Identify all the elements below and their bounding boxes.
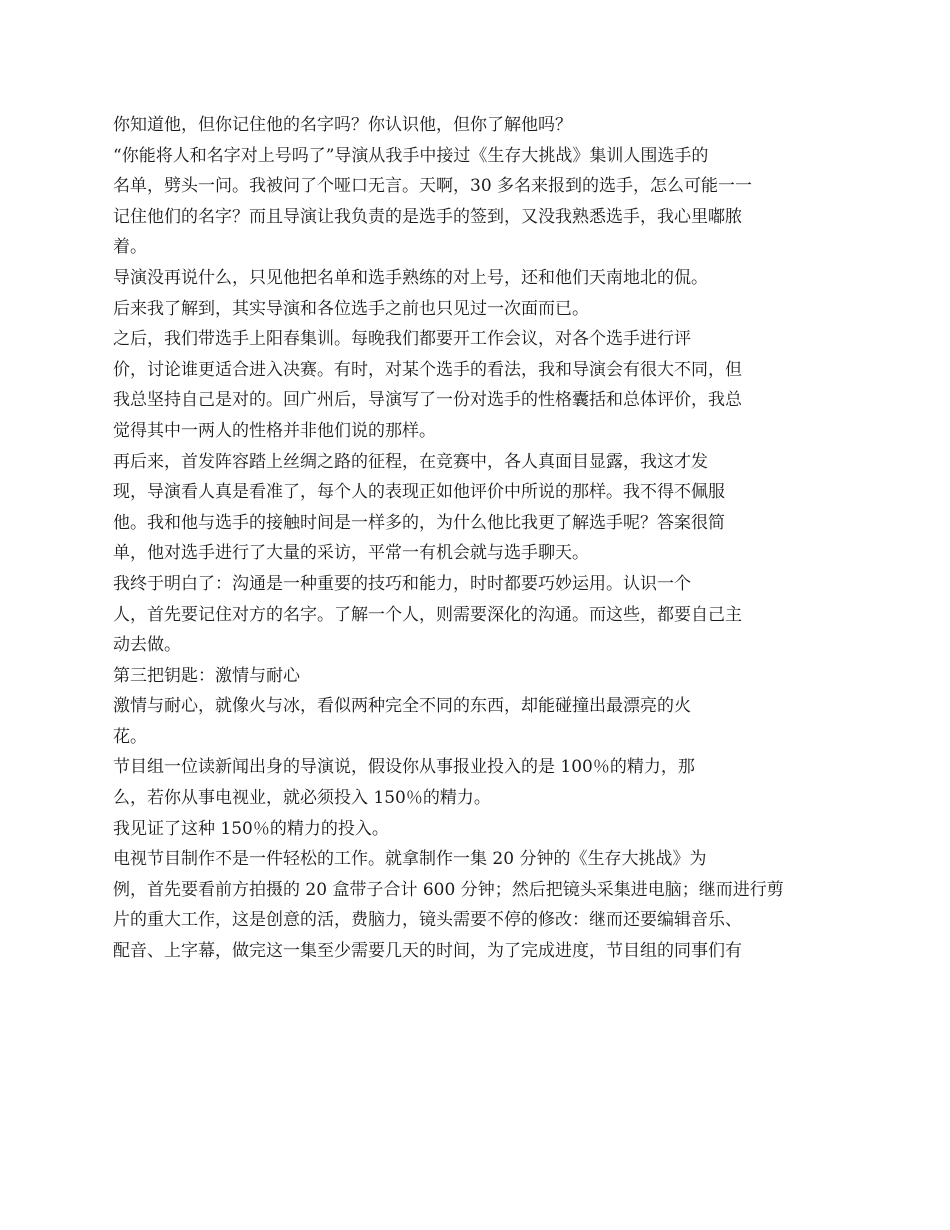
text-line: 再后来，首发阵容踏上丝绸之路的征程，在竞赛中，各人真面目显露，我这才发 — [113, 451, 708, 472]
text-line: 么，若你从事电视业，就必须投入 150％的精力。 — [113, 788, 491, 809]
text-line: 现，导演看人真是看准了，每个人的表现正如他评价中所说的那样。我不得不佩服 — [113, 482, 725, 503]
text-line: 名单，劈头一问。我被问了个哑口无言。天啊，30 多名来报到的选手，怎么可能一一 — [113, 176, 753, 197]
text-line: 片的重大工作，这是创意的活，费脑力，镜头需要不停的修改：继而还要编辑音乐、 — [113, 910, 742, 931]
text-line: 导演没再说什么，只见他把名单和选手熟练的对上号，还和他们天南地北的侃。 — [113, 267, 708, 288]
text-line: 他。我和他与选手的接触时间是一样多的，为什么他比我更了解选手呢？答案很简 — [113, 512, 725, 533]
text-line: 电视节目制作不是一件轻松的工作。就拿制作一集 20 分钟的《生存大挑战》为 — [113, 849, 707, 870]
text-line: 节目组一位读新闻出身的导演说，假设你从事报业投入的是 100％的精力，那 — [113, 757, 695, 778]
text-line: 之后，我们带选手上阳春集训。每晚我们都要开工作会议，对各个选手进行评 — [113, 329, 691, 350]
text-line: 我见证了这种 150％的精力的投入。 — [113, 818, 389, 839]
text-line: 人，首先要记住对方的名字。了解一个人，则需要深化的沟通。而这些，都要自己主 — [113, 604, 742, 625]
section-heading: 第三把钥匙：激情与耐心 — [113, 665, 300, 686]
text-line: 你知道他，但你记住他的名字吗？你认识他，但你了解他吗？ — [113, 115, 572, 135]
text-line: 配音、上字幕，做完这一集至少需要几天的时间，为了完成进度，节目组的同事们有 — [113, 941, 742, 962]
text-line: 后来我了解到，其实导演和各位选手之前也只见过一次面而已。 — [113, 298, 589, 319]
document-body — [113, 110, 853, 967]
text-line: 我终于明白了：沟通是一种重要的技巧和能力，时时都要巧妙运用。认识一个 — [113, 573, 691, 594]
text-line: “你能将人和名字对上号吗了”导演从我手中接过《生存大挑战》集训人围选手的 — [113, 145, 709, 166]
text-line: 我总坚持自己是对的。回广州后，导演写了一份对选手的性格囊括和总体评价，我总 — [113, 390, 742, 411]
text-line: 例，首先要看前方拍摄的 20 盒带子合计 600 分钟；然后把镜头采集进电脑；继而进行剪 — [113, 879, 784, 900]
text-line: 单，他对选手进行了大量的采访，平常一有机会就与选手聊天。 — [113, 543, 589, 564]
text-line: 花。 — [113, 726, 147, 747]
text-line: 记住他们的名字？而且导演让我负责的是选手的签到，又没我熟悉选手，我心里嘟脓 — [113, 206, 742, 227]
text-line: 着。 — [113, 237, 147, 258]
text-line: 动去做。 — [113, 635, 181, 656]
text-line: 激情与耐心，就像火与冰，看似两种完全不同的东西，却能碰撞出最漂亮的火 — [113, 696, 691, 717]
text-line: 价，讨论谁更适合进入决赛。有时，对某个选手的看法，我和导演会有很大不同，但 — [113, 359, 742, 380]
text-line: 觉得其中一两人的性格并非他们说的那样。 — [113, 420, 436, 441]
